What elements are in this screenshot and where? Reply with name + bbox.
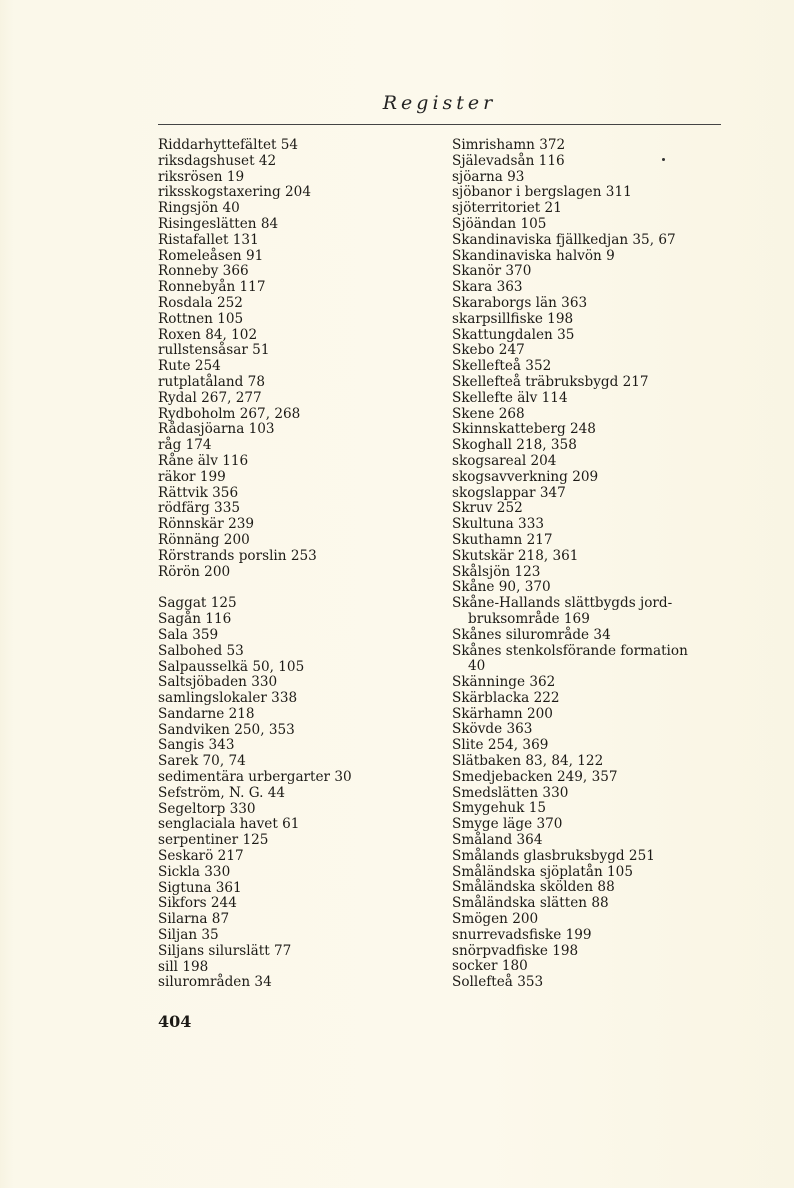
index-entry: sjöterritoriet 21 [452,200,562,217]
index-entry: Saltsjöbaden 330 [158,674,278,691]
index-entry: skogsavverkning 209 [452,468,599,485]
index-entry: Seskarö 217 [158,848,244,865]
header-rule [158,124,721,125]
index-entry: skogslappar 347 [452,484,566,501]
index-entry: Rådasjöarna 103 [158,421,275,438]
index-entry: Riddarhyttefältet 54 [158,137,299,153]
index-entry: snurrevadsfiske 199 [452,926,592,943]
index-entry: Smedjebacken 249, 357 [452,768,618,785]
index-entry: riksrösen 19 [158,168,245,185]
index-entry: Rottnen 105 [158,310,244,327]
index-entry: Småland 364 [452,832,543,849]
index-entry: Skene 268 [452,405,525,422]
index-entry: Skånes stenkolsförande formation [452,642,688,659]
index-entry: Sollefteå 353 [452,974,544,991]
index-entry: Slite 254, 369 [452,737,549,754]
index-entry: Sala 359 [158,626,219,643]
index-entry: socker 180 [452,958,528,975]
index-entry: Sandarne 218 [158,705,255,722]
index-entry: Rörön 200 [158,563,231,580]
index-entry: Sjöändan 105 [452,215,547,232]
index-entry: Salbohed 53 [158,642,244,659]
index-entry: Sickla 330 [158,863,231,880]
index-entry: Skellefte älv 114 [452,389,568,406]
index-entry: samlingslokaler 338 [158,690,298,707]
index-entry: rutplatåland 78 [158,373,265,390]
index-entry: Skåne-Hallands slättbygds jord- [452,595,673,612]
page-number: 404 [158,1012,192,1031]
index-entry: Rönnäng 200 [158,531,250,548]
index-entry: råg 174 [158,437,212,454]
index-entry: Rättvik 356 [158,484,239,501]
page-title: Register [382,92,497,114]
index-entry: Rydboholm 267, 268 [158,405,301,422]
index-entry: Sangis 343 [158,737,235,754]
index-entry: Skultuna 333 [452,516,544,533]
index-entry: Skanör 370 [452,263,532,280]
index-entry: sill 198 [158,958,209,975]
index-entry: Smålands glasbruksbygd 251 [452,847,655,864]
index-entry: Skruv 252 [452,500,523,517]
index-entry: Salpausselkä 50, 105 [158,658,305,675]
index-entry: Smyge läge 370 [452,816,563,833]
index-entry: Skandinaviska fjällkedjan 35, 67 [452,231,676,248]
index-entry: Skandinaviska halvön 9 [452,247,615,264]
index-entry: rullstensåsar 51 [158,342,270,359]
index-entry: sjöbanor i bergslagen 311 [452,184,632,201]
index-entry: Skuthamn 217 [452,531,553,548]
index-entry: sjöarna 93 [452,168,525,185]
index-entry: Skebo 247 [452,342,525,359]
index-entry: Ristafallet 131 [158,231,259,248]
index-entry: Småländska slätten 88 [452,895,609,912]
index-entry: Skålsjön 123 [452,563,541,580]
index-entry: rödfärg 335 [158,500,240,517]
index-entry: skarpsillfiske 198 [452,310,574,327]
index-entry: Sigtuna 361 [158,879,242,896]
index-entry: Skinnskatteberg 248 [452,421,596,438]
index-entry: skogsareal 204 [452,452,557,469]
index-entry: Skänninge 362 [452,674,556,691]
index-entry: Risingeslätten 84 [158,215,279,232]
index-entry: Smygehuk 15 [452,800,546,817]
index-entry: snörpvadfiske 198 [452,942,579,959]
index-entry: Roxen 84, 102 [158,326,258,343]
print-speck [662,158,665,161]
index-entry: Småländska skölden 88 [452,879,615,896]
index-entry: Siljan 35 [158,927,219,944]
index-entry: Själevadsån 116 [452,152,565,169]
index-entry: Skärhamn 200 [452,705,553,722]
index-entry: Råne älv 116 [158,452,249,469]
index-column-left [158,138,438,991]
index-column-right [452,138,720,991]
index-entry: Skellefteå 352 [452,358,552,375]
index-entry: Romeleåsen 91 [158,247,264,264]
index-entry: Sagån 116 [158,611,232,628]
index-entry: riksdagshuset 42 [158,152,277,169]
index-entry: Simrishamn 372 [452,137,566,153]
index-entry: Skövde 363 [452,721,533,738]
index-entry: Slätbaken 83, 84, 122 [452,753,604,770]
index-entry: Skattungdalen 35 [452,326,575,343]
index-entry: Ringsjön 40 [158,200,240,217]
index-entry: Skara 363 [452,279,523,296]
section-gap [158,580,438,596]
index-entry: Småländska sjöplatån 105 [452,863,633,880]
index-entry: Skånes silurområde 34 [452,626,611,643]
index-entry: Rörstrands porslin 253 [158,547,317,564]
index-entry: räkor 199 [158,468,226,485]
index-entry: Skaraborgs län 363 [452,294,588,311]
index-entry: Saggat 125 [158,595,237,612]
index-entry: Sefström, N. G. 44 [158,784,286,801]
index-entry: Skåne 90, 370 [452,579,551,596]
index-entry: Segeltorp 330 [158,800,256,817]
index-entry: riksskogstaxering 204 [158,184,311,201]
index-entry: Rydal 267, 277 [158,389,262,406]
index-entry: Ronneby 366 [158,263,249,280]
index-entry: Smögen 200 [452,911,539,928]
index-entry: Sandviken 250, 353 [158,721,295,738]
index-entry: Skärblacka 222 [452,689,560,706]
index-entry: 40 [468,658,486,675]
index-entry: Rosdala 252 [158,294,243,311]
index-entry: serpentiner 125 [158,832,269,849]
index-entry: Rönnskär 239 [158,516,255,533]
index-entry: Skoghall 218, 358 [452,437,577,454]
index-entry: Smedslätten 330 [452,784,569,801]
index-entry: Skutskär 218, 361 [452,547,579,564]
index-entry: bruksområde 169 [468,610,590,627]
index-entry: Rute 254 [158,358,221,375]
index-entry: Siljans silurslätt 77 [158,942,292,959]
index-entry: Skellefteå träbruksbygd 217 [452,373,649,390]
index-entry: silurområden 34 [158,974,272,991]
index-entry: Sarek 70, 74 [158,753,246,770]
index-entry: Silarna 87 [158,911,230,928]
index-entry: senglaciala havet 61 [158,816,300,833]
index-entry: Ronnebyån 117 [158,279,266,296]
index-entry: sedimentära urbergarter 30 [158,769,352,786]
index-entry: Sikfors 244 [158,895,237,912]
